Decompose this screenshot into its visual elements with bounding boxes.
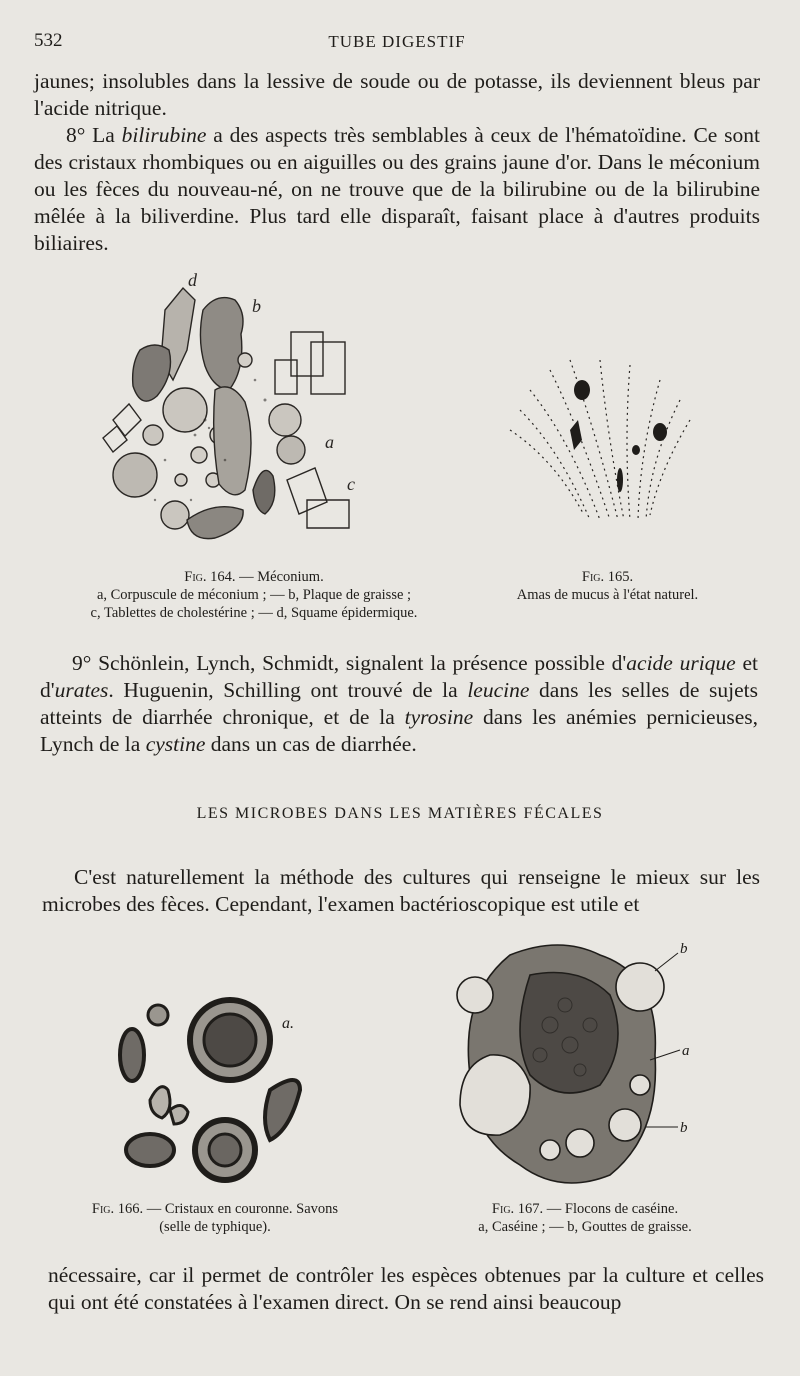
paragraph-2-before: 8° La <box>66 123 122 147</box>
mucus-illustration <box>500 350 695 530</box>
term-urates: urates <box>54 678 109 702</box>
paragraph-1 <box>34 68 760 122</box>
caption-164-title-line <box>34 568 474 586</box>
caption-figure-165 <box>475 568 740 604</box>
page-header <box>34 30 760 58</box>
figure-166-cristaux <box>110 990 310 1190</box>
paragraph-1-text: jaunes; insolubles dans la lessive de soude ou de potasse, ils deviennent bleus par l'acide nitrique. <box>34 69 760 120</box>
caption-164-legend-1: a, Corpuscule de méconium ; — b, Plaque de graisse ; <box>96 587 412 603</box>
p3-text-5: dans les anémies pernicieuses, Lynch de la <box>40 705 758 756</box>
fig167-letter-b-bottom: b <box>680 1120 688 1136</box>
fig164-letter-d: d <box>188 270 197 290</box>
caption-166-label: Fig. 166. <box>91 1201 144 1217</box>
caption-167-title-line <box>430 1200 740 1218</box>
term-bilirubine: bilirubine <box>121 123 207 147</box>
paragraph-2-after: a des aspects très semblables à ceux de l'hématoïdine. Ce sont des cristaux rhombiques ou en aiguilles ou des grains jaune d'or. Dans le méconium ou les fèces du nouveau-né, on ne trouve que de la bilirubine ou de la bilirubine mêlée à la biliverdine. Plus tard elle disparaît, faisant place à d'autres produits biliaires. <box>34 123 760 255</box>
running-head: TUBE DIGESTIF <box>328 32 466 51</box>
caption-166-title-line <box>50 1200 380 1218</box>
term-leucine: leucine <box>467 678 530 702</box>
fig166-letter-a: a. <box>282 1015 294 1032</box>
term-acide-urique: acide urique <box>626 651 736 675</box>
paragraph-4-text: C'est naturellement la méthode des cultures qui renseigne le mieux sur les microbes des fèces. Cependant, l'examen bactérioscopique est utile et <box>42 865 760 916</box>
caption-164-label: Fig. 164. <box>184 569 236 585</box>
term-cystine: cystine <box>145 732 206 756</box>
caption-166-title: — Cristaux en couronne. Savons <box>143 1201 339 1217</box>
caption-165-legend: Amas de mucus à l'état naturel. <box>516 587 699 603</box>
caption-166-legend: (selle de typhique). <box>159 1219 271 1235</box>
caption-164-legend-2: c, Tablettes de cholestérine ; — d, Squame épidermique. <box>90 605 418 621</box>
caption-figure-166 <box>50 1200 380 1236</box>
paragraph-microbes <box>42 864 760 918</box>
caption-figure-164 <box>34 568 474 622</box>
fig164-letter-b: b <box>252 296 261 316</box>
cristaux-illustration <box>110 990 310 1190</box>
p3-text-4: dans les selles de sujets atteints de diarrhée chronique, et de la <box>40 678 758 729</box>
fig164-letter-a: a <box>325 432 334 452</box>
page-number: 532 <box>34 30 63 51</box>
fig167-letter-b-top: b <box>680 941 688 957</box>
caption-figure-167 <box>430 1200 740 1236</box>
caption-165-label: Fig. 165. <box>581 569 634 585</box>
term-tyrosine: tyrosine <box>404 705 474 729</box>
fig167-letter-a: a <box>682 1043 690 1059</box>
paragraph-continuation <box>48 1262 764 1316</box>
caption-164-title: — Méconium. <box>235 569 324 585</box>
paragraph-bilirubine <box>34 122 760 257</box>
p3-text-2: et d' <box>40 651 758 702</box>
fig164-letter-c: c <box>347 474 355 494</box>
caseine-illustration <box>440 935 700 1200</box>
section-title: LES MICROBES DANS LES MATIÈRES FÉCALES <box>196 805 604 822</box>
paragraph-5-text: nécessaire, car il permet de contrôler les espèces obtenues par la culture et celles qui ont été constatées à l'examen direct. On se rend ainsi beaucoup <box>48 1263 764 1314</box>
figure-164-meconium <box>95 270 365 560</box>
figure-165-mucus <box>500 350 695 530</box>
paragraph-acide-urique <box>40 650 758 758</box>
caption-167-label: Fig. 167. <box>491 1201 544 1217</box>
caption-167-legend: a, Caséine ; — b, Gouttes de graisse. <box>478 1219 692 1235</box>
p3-text-3: . Huguenin, Schilling ont trouvé de la <box>108 678 468 702</box>
figure-167-caseine <box>440 935 700 1200</box>
caption-167-title: — Flocons de caséine. <box>543 1201 679 1217</box>
meconium-illustration <box>95 270 365 560</box>
p3-text-6: dans un cas de diarrhée. <box>205 732 417 756</box>
p3-text-1: 9° Schönlein, Lynch, Schmidt, signalent la présence possible d' <box>72 651 627 675</box>
